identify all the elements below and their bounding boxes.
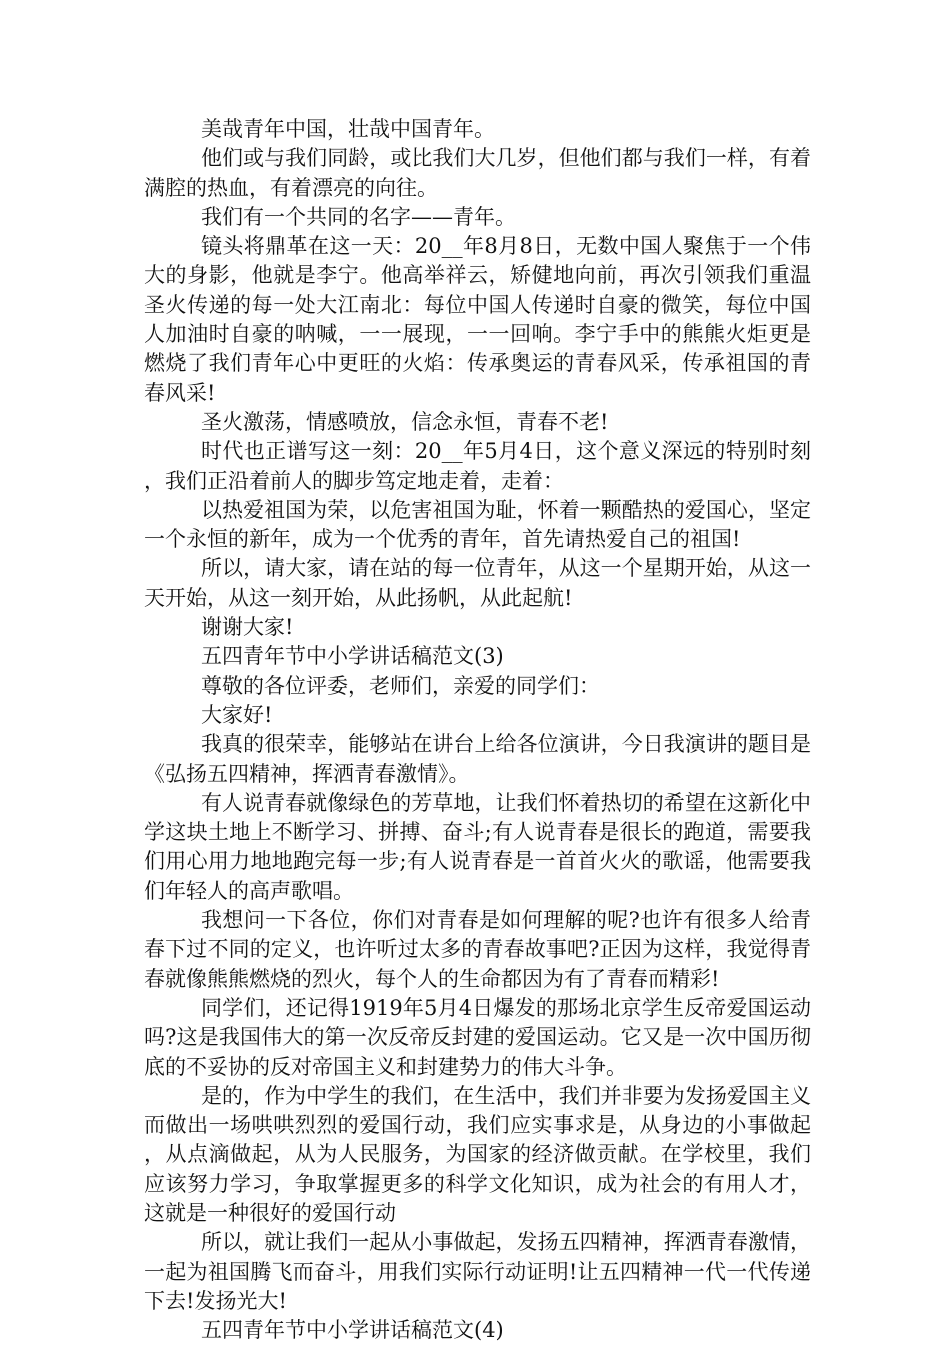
paragraph: 我们有一个共同的名字——青年。	[201, 204, 516, 229]
paragraph: 我真的很荣幸，能够站在讲台上给各位演讲，今日我演讲的题目是《弘扬五四精神，挥洒青春激情》。	[144, 732, 811, 786]
paragraph: 圣火激荡，情感喷放，信念永恒，青春不老!	[201, 409, 609, 434]
paragraph: 所以，就让我们一起从小事做起，发扬五四精神，挥洒青春激情，一起为祖国腾飞而奋斗，用我们实际行动证明!让五四精神一代一代传递下去!发扬光大!	[144, 1230, 811, 1313]
paragraph: 谢谢大家!	[201, 615, 294, 640]
paragraph: 同学们，还记得1919年5月4日爆发的那场北京学生反帝爱国运动吗?这是我国伟大的第一次反帝反封建的爱国运动。它又是一次中国历彻底的不妥协的反对帝国主义和封建势力的伟大斗争。	[144, 995, 811, 1079]
paragraph: 有人说青春就像绿色的芳草地，让我们怀着热切的希望在这新化中学这块土地上不断学习、拼搏、奋斗;有人说青春是很长的跑道，需要我们用心用力地地跑完每一步;有人说青春是一首首火火的歌谣，他需要我们年轻人的高声歌唱。	[144, 790, 811, 903]
paragraph: 美哉青年中国，壮哉中国青年。	[201, 117, 495, 141]
paragraph: 时代也正谱写这一刻：20__年5月4日，这个意义深远的特别时刻，我们正沿着前人的脚步笃定地走着，走着：	[144, 439, 811, 493]
paragraph: 镜头将鼎革在这一天：20__年8月8日，无数中国人聚焦于一个伟大的身影，他就是李宁。他高举祥云，矫健地向前，再次引领我们重温圣火传递的每一处大江南北：每位中国人传递时自豪的微笑，每位中国人加油时自豪的呐喊，一一展现，一一回响。李宁手中的熊熊火炬更是燃烧了我们青年心中更旺的火焰：传承奥运的青春风采，传承祖国的青春风采!	[144, 234, 811, 405]
paragraph: 我想问一下各位，你们对青春是如何理解的呢?也许有很多人给青春下过不同的定义，也许听过太多的青春故事吧?正因为这样，我觉得青春就像熊熊燃烧的烈火，每个人的生命都因为有了青春而精彩!	[144, 908, 811, 991]
section-heading: 五四青年节中小学讲话稿范文(4)	[201, 1318, 504, 1343]
paragraph: 大家好!	[201, 702, 273, 727]
paragraph: 所以，请大家，请在站的每一位青年，从这一个星期开始，从这一天开始，从这一刻开始，从此扬帆，从此起航!	[144, 556, 811, 610]
paragraph: 是的，作为中学生的我们，在生活中，我们并非要为发扬爱国主义而做出一场哄哄烈烈的爱国行动，我们应实事求是，从身边的小事做起，从点滴做起，从为人民服务，为国家的经济做贡献。在学校里，我们应该努力学习，争取掌握更多的科学文化知识，成为社会的有用人才，这就是一种很好的爱国行动	[144, 1083, 811, 1225]
paragraph: 他们或与我们同龄，或比我们大几岁，但他们都与我们一样，有着满腔的热血，有着漂亮的向往。	[144, 146, 811, 200]
paragraph: 以热爱祖国为荣，以危害祖国为耻，怀着一颗酷热的爱国心，坚定一个永恒的新年，成为一个优秀的青年，首先请热爱自己的祖国!	[144, 497, 811, 552]
section-heading: 五四青年节中小学讲话稿范文(3)	[201, 644, 504, 669]
document-page	[144, 115, 811, 1345]
paragraph: 尊敬的各位评委，老师们，亲爱的同学们：	[201, 673, 600, 698]
